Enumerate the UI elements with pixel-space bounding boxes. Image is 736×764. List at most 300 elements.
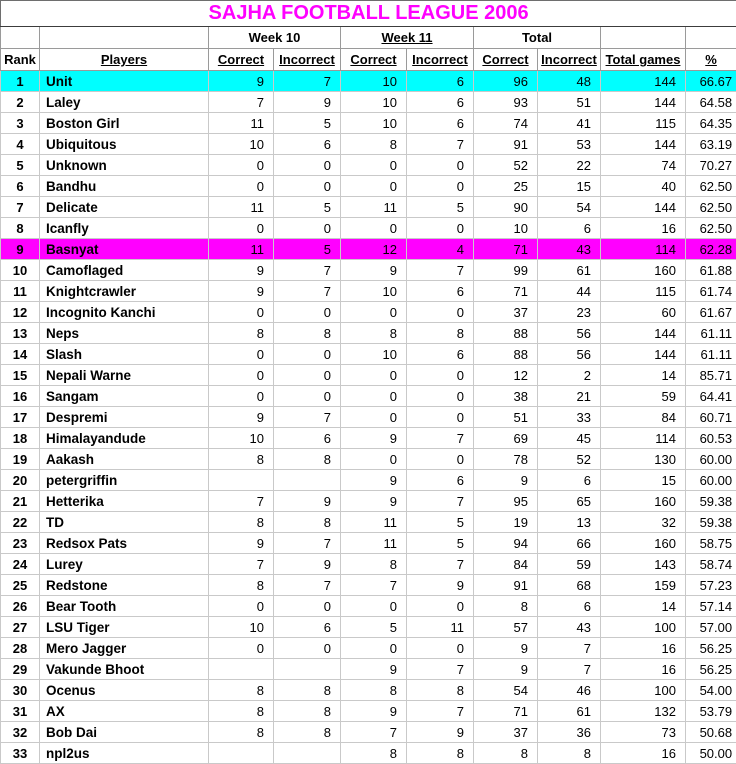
table-row — [1, 428, 736, 449]
cell-total-incorrect: 51 — [538, 92, 601, 113]
cell-week11-correct: 0 — [341, 596, 407, 617]
cell-player-name: Aakash — [40, 449, 209, 470]
cell-total-correct: 93 — [474, 92, 538, 113]
cell-total-correct: 91 — [474, 575, 538, 596]
cell-rank: 9 — [1, 239, 40, 260]
cell-percent: 62.28 — [686, 239, 736, 260]
cell-percent: 50.00 — [686, 743, 736, 764]
table-row — [1, 512, 736, 533]
cell-rank: 26 — [1, 596, 40, 617]
cell-week10-correct: 9 — [209, 260, 274, 281]
cell-week11-incorrect: 0 — [407, 386, 474, 407]
table-row — [1, 113, 736, 134]
table-row — [1, 659, 736, 680]
header-total-incorrect: Incorrect — [538, 49, 601, 71]
cell-total-games: 144 — [601, 71, 686, 92]
cell-rank: 30 — [1, 680, 40, 701]
table-row — [1, 134, 736, 155]
cell-player-name: Knightcrawler — [40, 281, 209, 302]
cell-week11-correct: 10 — [341, 344, 407, 365]
cell-total-incorrect: 33 — [538, 407, 601, 428]
cell-total-correct: 99 — [474, 260, 538, 281]
cell-week11-incorrect: 6 — [407, 71, 474, 92]
cell-player-name: AX — [40, 701, 209, 722]
cell-total-games: 115 — [601, 281, 686, 302]
cell-player-name: Hetterika — [40, 491, 209, 512]
cell-percent: 56.25 — [686, 638, 736, 659]
cell-week10-incorrect: 0 — [274, 176, 341, 197]
cell-week11-correct: 11 — [341, 512, 407, 533]
cell-week11-correct: 9 — [341, 491, 407, 512]
cell-rank: 32 — [1, 722, 40, 743]
cell-percent: 64.58 — [686, 92, 736, 113]
table-row — [1, 596, 736, 617]
cell-percent: 59.38 — [686, 512, 736, 533]
cell-week11-incorrect: 9 — [407, 722, 474, 743]
cell-week10-correct: 10 — [209, 617, 274, 638]
cell-week11-incorrect: 0 — [407, 155, 474, 176]
cell-rank: 15 — [1, 365, 40, 386]
cell-percent: 63.19 — [686, 134, 736, 155]
header-week10: Week 10 — [209, 27, 341, 49]
cell-week11-incorrect: 5 — [407, 512, 474, 533]
cell-player-name: Neps — [40, 323, 209, 344]
cell-percent: 58.75 — [686, 533, 736, 554]
cell-week11-incorrect: 0 — [407, 407, 474, 428]
cell-week11-correct: 7 — [341, 575, 407, 596]
cell-percent: 61.11 — [686, 323, 736, 344]
cell-rank: 28 — [1, 638, 40, 659]
cell-week10-correct: 0 — [209, 176, 274, 197]
table-row — [1, 680, 736, 701]
cell-week11-incorrect: 8 — [407, 743, 474, 764]
cell-total-correct: 57 — [474, 617, 538, 638]
cell-total-correct: 71 — [474, 701, 538, 722]
cell-rank: 1 — [1, 71, 40, 92]
cell-week11-incorrect: 11 — [407, 617, 474, 638]
cell-week11-incorrect: 8 — [407, 323, 474, 344]
cell-rank: 12 — [1, 302, 40, 323]
cell-rank: 31 — [1, 701, 40, 722]
cell-week11-correct: 8 — [341, 743, 407, 764]
cell-week10-incorrect: 7 — [274, 407, 341, 428]
cell-week10-correct: 10 — [209, 428, 274, 449]
cell-percent: 62.50 — [686, 197, 736, 218]
cell-total-correct: 10 — [474, 218, 538, 239]
cell-week11-incorrect: 7 — [407, 260, 474, 281]
header-total-games: Total games — [601, 49, 686, 71]
table-row — [1, 176, 736, 197]
cell-week10-incorrect: 7 — [274, 260, 341, 281]
cell-player-name: Himalayandude — [40, 428, 209, 449]
cell-total-incorrect: 7 — [538, 659, 601, 680]
cell-total-games: 115 — [601, 113, 686, 134]
cell-week11-correct: 0 — [341, 365, 407, 386]
cell-total-games: 144 — [601, 323, 686, 344]
cell-player-name: Sangam — [40, 386, 209, 407]
column-header-row — [1, 49, 736, 71]
cell-percent: 64.41 — [686, 386, 736, 407]
cell-percent: 61.67 — [686, 302, 736, 323]
cell-total-games: 160 — [601, 260, 686, 281]
cell-week10-incorrect: 0 — [274, 344, 341, 365]
table-row — [1, 386, 736, 407]
cell-week11-correct: 0 — [341, 386, 407, 407]
cell-week11-incorrect: 6 — [407, 344, 474, 365]
cell-total-correct: 8 — [474, 596, 538, 617]
cell-total-correct: 96 — [474, 71, 538, 92]
cell-week11-correct: 10 — [341, 71, 407, 92]
cell-player-name: LSU Tiger — [40, 617, 209, 638]
cell-week10-correct: 8 — [209, 323, 274, 344]
cell-week10-correct: 0 — [209, 344, 274, 365]
cell-total-games: 16 — [601, 638, 686, 659]
cell-total-games: 132 — [601, 701, 686, 722]
table-row — [1, 365, 736, 386]
cell-week10-incorrect: 7 — [274, 575, 341, 596]
cell-percent: 60.71 — [686, 407, 736, 428]
cell-rank: 4 — [1, 134, 40, 155]
cell-week10-incorrect: 0 — [274, 155, 341, 176]
cell-total-correct: 52 — [474, 155, 538, 176]
cell-week11-correct: 7 — [341, 722, 407, 743]
cell-total-incorrect: 6 — [538, 218, 601, 239]
cell-week10-correct: 8 — [209, 449, 274, 470]
cell-week10-correct: 0 — [209, 386, 274, 407]
cell-total-games: 16 — [601, 743, 686, 764]
cell-week10-incorrect — [274, 659, 341, 680]
table-row — [1, 260, 736, 281]
cell-rank: 16 — [1, 386, 40, 407]
cell-total-incorrect: 53 — [538, 134, 601, 155]
cell-total-incorrect: 23 — [538, 302, 601, 323]
cell-week10-incorrect — [274, 470, 341, 491]
cell-total-games: 114 — [601, 428, 686, 449]
cell-player-name: Bob Dai — [40, 722, 209, 743]
cell-total-correct: 37 — [474, 302, 538, 323]
cell-total-correct: 8 — [474, 743, 538, 764]
cell-total-incorrect: 45 — [538, 428, 601, 449]
cell-rank: 23 — [1, 533, 40, 554]
cell-percent: 57.00 — [686, 617, 736, 638]
cell-total-games: 73 — [601, 722, 686, 743]
cell-week10-correct — [209, 470, 274, 491]
cell-total-games: 143 — [601, 554, 686, 575]
cell-week11-incorrect: 7 — [407, 701, 474, 722]
cell-week11-correct: 9 — [341, 659, 407, 680]
cell-total-incorrect: 22 — [538, 155, 601, 176]
cell-percent: 50.68 — [686, 722, 736, 743]
table-row — [1, 302, 736, 323]
cell-rank: 20 — [1, 470, 40, 491]
cell-week11-incorrect: 6 — [407, 470, 474, 491]
header-week11-correct: Correct — [341, 49, 407, 71]
cell-week11-correct: 0 — [341, 407, 407, 428]
cell-week11-correct: 10 — [341, 113, 407, 134]
cell-week10-incorrect: 8 — [274, 701, 341, 722]
table-row — [1, 743, 736, 764]
table-row — [1, 155, 736, 176]
cell-player-name: Lurey — [40, 554, 209, 575]
cell-total-games: 114 — [601, 239, 686, 260]
table-row — [1, 470, 736, 491]
empty-cell — [40, 27, 209, 49]
cell-percent: 66.67 — [686, 71, 736, 92]
cell-week10-incorrect: 7 — [274, 533, 341, 554]
cell-week10-incorrect: 7 — [274, 71, 341, 92]
cell-week11-incorrect: 0 — [407, 638, 474, 659]
cell-total-correct: 37 — [474, 722, 538, 743]
cell-total-games: 74 — [601, 155, 686, 176]
cell-total-games: 144 — [601, 92, 686, 113]
title-row — [1, 1, 736, 27]
cell-percent: 61.74 — [686, 281, 736, 302]
header-percent: % — [686, 49, 736, 71]
cell-percent: 57.14 — [686, 596, 736, 617]
cell-player-name: Basnyat — [40, 239, 209, 260]
cell-week11-incorrect: 0 — [407, 596, 474, 617]
cell-total-incorrect: 41 — [538, 113, 601, 134]
cell-total-correct: 51 — [474, 407, 538, 428]
cell-rank: 11 — [1, 281, 40, 302]
cell-total-correct: 74 — [474, 113, 538, 134]
table-row — [1, 617, 736, 638]
cell-player-name: Nepali Warne — [40, 365, 209, 386]
cell-rank: 10 — [1, 260, 40, 281]
cell-total-correct: 38 — [474, 386, 538, 407]
table-row — [1, 344, 736, 365]
cell-week11-incorrect: 0 — [407, 176, 474, 197]
cell-total-correct: 54 — [474, 680, 538, 701]
cell-week10-correct: 0 — [209, 155, 274, 176]
cell-player-name: Incognito Kanchi — [40, 302, 209, 323]
table-row — [1, 281, 736, 302]
cell-player-name: Redstone — [40, 575, 209, 596]
cell-week11-incorrect: 0 — [407, 365, 474, 386]
cell-week11-incorrect: 0 — [407, 449, 474, 470]
cell-total-incorrect: 13 — [538, 512, 601, 533]
cell-week10-incorrect: 8 — [274, 323, 341, 344]
cell-week10-correct — [209, 659, 274, 680]
cell-rank: 25 — [1, 575, 40, 596]
cell-total-games: 16 — [601, 218, 686, 239]
cell-total-games: 14 — [601, 365, 686, 386]
cell-week11-correct: 0 — [341, 638, 407, 659]
cell-week10-correct: 0 — [209, 218, 274, 239]
cell-week11-incorrect: 7 — [407, 491, 474, 512]
cell-week10-incorrect: 8 — [274, 680, 341, 701]
cell-player-name: Mero Jagger — [40, 638, 209, 659]
cell-total-incorrect: 59 — [538, 554, 601, 575]
cell-total-games: 100 — [601, 617, 686, 638]
table-row — [1, 533, 736, 554]
cell-week10-incorrect: 0 — [274, 218, 341, 239]
cell-player-name: Unit — [40, 71, 209, 92]
cell-total-correct: 90 — [474, 197, 538, 218]
header-rank: Rank — [1, 49, 40, 71]
header-week10-correct: Correct — [209, 49, 274, 71]
cell-player-name: Vakunde Bhoot — [40, 659, 209, 680]
cell-week11-correct: 0 — [341, 155, 407, 176]
cell-week10-correct: 0 — [209, 365, 274, 386]
cell-percent: 60.00 — [686, 470, 736, 491]
cell-week10-incorrect: 7 — [274, 281, 341, 302]
cell-rank: 22 — [1, 512, 40, 533]
cell-week10-incorrect: 0 — [274, 365, 341, 386]
cell-week11-incorrect: 0 — [407, 218, 474, 239]
table-row — [1, 638, 736, 659]
cell-week10-correct — [209, 743, 274, 764]
cell-week11-correct: 8 — [341, 680, 407, 701]
cell-week10-incorrect: 6 — [274, 428, 341, 449]
table-row — [1, 701, 736, 722]
header-week11-incorrect: Incorrect — [407, 49, 474, 71]
cell-player-name: Bandhu — [40, 176, 209, 197]
cell-week11-correct: 10 — [341, 92, 407, 113]
cell-total-correct: 71 — [474, 281, 538, 302]
cell-total-correct: 9 — [474, 659, 538, 680]
empty-cell — [1, 27, 40, 49]
cell-week10-correct: 9 — [209, 407, 274, 428]
cell-week11-correct: 10 — [341, 281, 407, 302]
cell-week11-incorrect: 9 — [407, 575, 474, 596]
cell-rank: 17 — [1, 407, 40, 428]
cell-total-correct: 9 — [474, 470, 538, 491]
cell-total-incorrect: 61 — [538, 260, 601, 281]
cell-week10-incorrect: 0 — [274, 596, 341, 617]
cell-total-incorrect: 48 — [538, 71, 601, 92]
cell-total-games: 144 — [601, 344, 686, 365]
cell-total-incorrect: 21 — [538, 386, 601, 407]
cell-total-correct: 69 — [474, 428, 538, 449]
cell-total-games: 160 — [601, 533, 686, 554]
cell-total-games: 84 — [601, 407, 686, 428]
cell-week11-correct: 9 — [341, 428, 407, 449]
cell-percent: 60.00 — [686, 449, 736, 470]
table-row — [1, 554, 736, 575]
cell-percent: 70.27 — [686, 155, 736, 176]
cell-week11-incorrect: 6 — [407, 113, 474, 134]
cell-percent: 64.35 — [686, 113, 736, 134]
cell-week10-correct: 7 — [209, 491, 274, 512]
cell-total-incorrect: 61 — [538, 701, 601, 722]
cell-week11-correct: 11 — [341, 197, 407, 218]
cell-total-incorrect: 65 — [538, 491, 601, 512]
week-header-row — [1, 27, 736, 49]
cell-week10-correct: 0 — [209, 638, 274, 659]
cell-percent: 62.50 — [686, 218, 736, 239]
header-week11: Week 11 — [341, 27, 474, 49]
cell-player-name: Boston Girl — [40, 113, 209, 134]
cell-total-games: 100 — [601, 680, 686, 701]
cell-week10-incorrect: 8 — [274, 722, 341, 743]
cell-rank: 13 — [1, 323, 40, 344]
cell-total-incorrect: 36 — [538, 722, 601, 743]
cell-week10-correct: 10 — [209, 134, 274, 155]
cell-week10-incorrect: 5 — [274, 113, 341, 134]
cell-rank: 5 — [1, 155, 40, 176]
cell-rank: 27 — [1, 617, 40, 638]
cell-week10-correct: 9 — [209, 533, 274, 554]
cell-total-incorrect: 54 — [538, 197, 601, 218]
cell-week11-incorrect: 6 — [407, 281, 474, 302]
cell-percent: 53.79 — [686, 701, 736, 722]
cell-week10-incorrect: 0 — [274, 386, 341, 407]
cell-player-name: petergriffin — [40, 470, 209, 491]
table-row — [1, 491, 736, 512]
cell-week11-correct: 9 — [341, 260, 407, 281]
cell-week10-incorrect: 5 — [274, 197, 341, 218]
cell-week11-incorrect: 4 — [407, 239, 474, 260]
cell-week11-incorrect: 7 — [407, 659, 474, 680]
table-row — [1, 197, 736, 218]
cell-week11-incorrect: 8 — [407, 680, 474, 701]
cell-week10-incorrect: 9 — [274, 554, 341, 575]
table-row — [1, 92, 736, 113]
cell-total-correct: 84 — [474, 554, 538, 575]
cell-total-games: 32 — [601, 512, 686, 533]
cell-week10-incorrect: 9 — [274, 92, 341, 113]
cell-week11-incorrect: 5 — [407, 197, 474, 218]
cell-week10-incorrect: 8 — [274, 449, 341, 470]
cell-total-correct: 95 — [474, 491, 538, 512]
cell-week11-correct: 0 — [341, 218, 407, 239]
header-week10-incorrect: Incorrect — [274, 49, 341, 71]
cell-week11-incorrect: 0 — [407, 302, 474, 323]
cell-player-name: Bear Tooth — [40, 596, 209, 617]
cell-week10-incorrect: 8 — [274, 512, 341, 533]
cell-week11-correct: 0 — [341, 176, 407, 197]
cell-week10-correct: 0 — [209, 302, 274, 323]
table-row — [1, 239, 736, 260]
empty-cell — [601, 27, 686, 49]
cell-total-games: 60 — [601, 302, 686, 323]
cell-total-incorrect: 44 — [538, 281, 601, 302]
cell-percent: 54.00 — [686, 680, 736, 701]
cell-rank: 14 — [1, 344, 40, 365]
cell-rank: 3 — [1, 113, 40, 134]
cell-total-incorrect: 56 — [538, 344, 601, 365]
cell-week11-incorrect: 5 — [407, 533, 474, 554]
cell-week11-correct: 12 — [341, 239, 407, 260]
cell-rank: 21 — [1, 491, 40, 512]
cell-total-incorrect: 43 — [538, 239, 601, 260]
cell-total-incorrect: 66 — [538, 533, 601, 554]
table-row — [1, 323, 736, 344]
cell-total-correct: 78 — [474, 449, 538, 470]
cell-total-incorrect: 2 — [538, 365, 601, 386]
cell-percent: 62.50 — [686, 176, 736, 197]
cell-player-name: Laley — [40, 92, 209, 113]
cell-rank: 2 — [1, 92, 40, 113]
cell-week11-incorrect: 7 — [407, 428, 474, 449]
cell-week10-correct: 0 — [209, 596, 274, 617]
cell-week11-correct: 9 — [341, 701, 407, 722]
cell-total-games: 159 — [601, 575, 686, 596]
cell-percent: 58.74 — [686, 554, 736, 575]
cell-week10-correct: 7 — [209, 92, 274, 113]
cell-percent: 85.71 — [686, 365, 736, 386]
cell-rank: 33 — [1, 743, 40, 764]
table-row — [1, 407, 736, 428]
cell-week11-incorrect: 6 — [407, 92, 474, 113]
table-row — [1, 218, 736, 239]
table-body — [1, 71, 736, 764]
cell-week10-incorrect: 0 — [274, 638, 341, 659]
cell-player-name: Delicate — [40, 197, 209, 218]
cell-week10-incorrect: 5 — [274, 239, 341, 260]
cell-week10-correct: 11 — [209, 239, 274, 260]
